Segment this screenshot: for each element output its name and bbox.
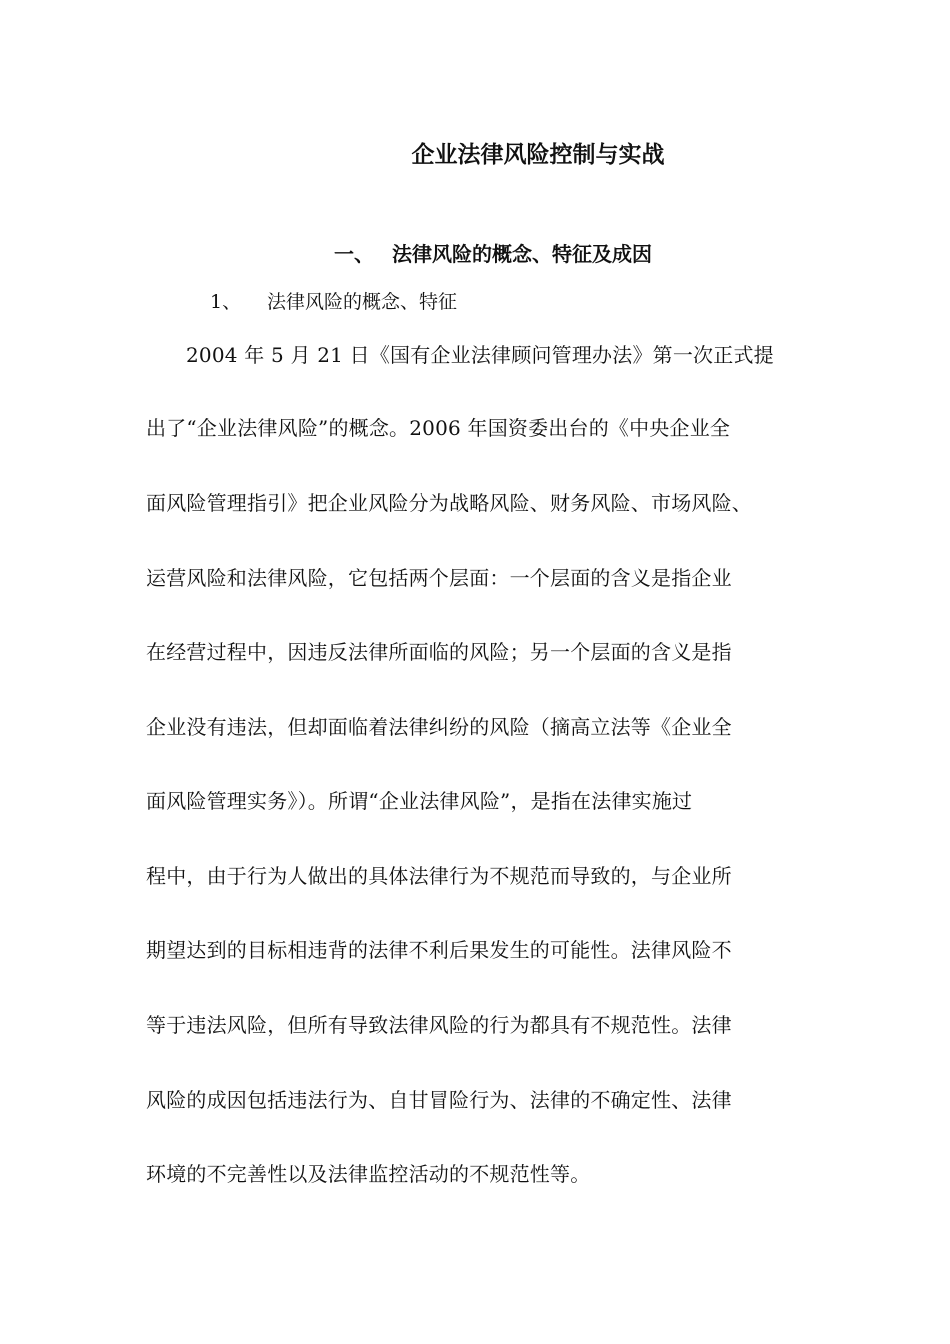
paragraph-line: 2004 年 5 月 21 日《国有企业法律顾问管理办法》第一次正式提 bbox=[186, 343, 774, 367]
paragraph-line: 企业没有违法，但却面临着法律纠纷的风险（摘高立法等《企业全 bbox=[146, 715, 732, 739]
paragraph-line: 在经营过程中，因违反法律所面临的风险；另一个层面的含义是指 bbox=[146, 640, 732, 664]
subsection-title: 法律风险的概念、特征 bbox=[267, 291, 458, 313]
section-title: 法律风险的概念、特征及成因 bbox=[392, 242, 652, 266]
document-title: 企业法律风险控制与实战 bbox=[411, 141, 665, 168]
paragraph-line: 期望达到的目标相违背的法律不利后果发生的可能性。法律风险不 bbox=[146, 938, 732, 962]
paragraph-line: 风险的成因包括违法行为、自甘冒险行为、法律的不确定性、法律 bbox=[146, 1088, 732, 1112]
section-number: 一、 bbox=[334, 242, 374, 266]
paragraph-line: 面风险管理实务》）。所谓“企业法律风险”，是指在法律实施过 bbox=[146, 789, 693, 813]
paragraph-line: 运营风险和法律风险，它包括两个层面：一个层面的含义是指企业 bbox=[146, 566, 732, 590]
paragraph-line: 程中，由于行为人做出的具体法律行为不规范而导致的，与企业所 bbox=[146, 864, 732, 888]
paragraph-line: 面风险管理指引》把企业风险分为战略风险、财务风险、市场风险、 bbox=[146, 491, 752, 515]
subsection-heading bbox=[210, 287, 457, 314]
paragraph-line: 环境的不完善性以及法律监控活动的不规范性等。 bbox=[146, 1162, 591, 1186]
paragraph-line: 等于违法风险，但所有导致法律风险的行为都具有不规范性。法律 bbox=[146, 1013, 732, 1037]
section-heading bbox=[334, 238, 652, 267]
paragraph-line: 出了“企业法律风险”的概念。2006 年国资委出台的《中央企业全 bbox=[146, 416, 731, 440]
subsection-number: 1、 bbox=[210, 291, 242, 313]
